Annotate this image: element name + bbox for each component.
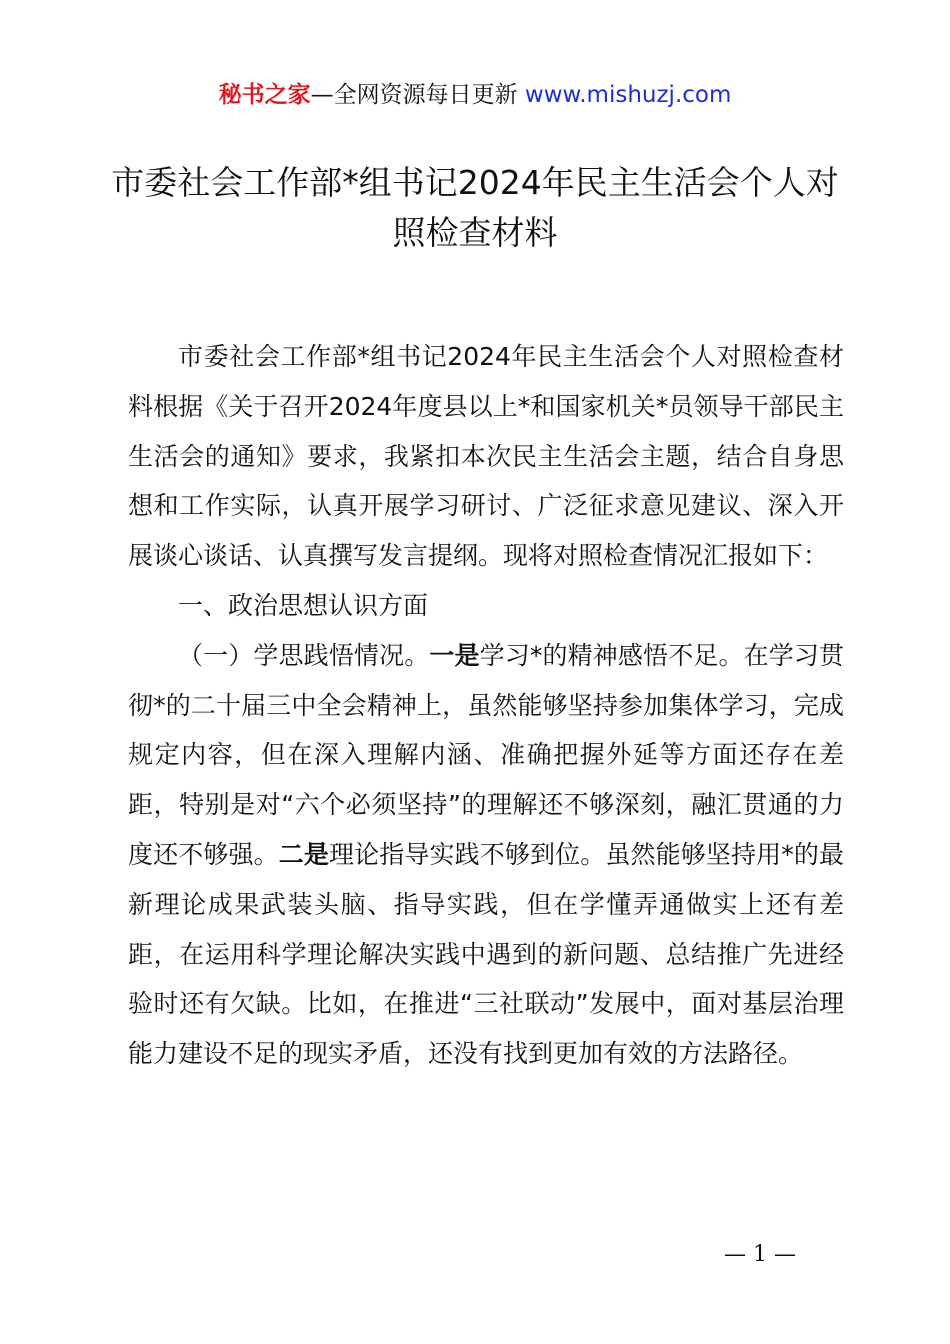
intro-paragraph: 市委社会工作部*组书记2024年民主生活会个人对照检查材料根据《关于召开2024年度县以上*和国家机关*员领导干部民主生活会的通知》要求，我紧扣本次民主生活会主题，结合自身思想和工作实际，认真开展学习研讨、广泛征求意见建议、深入开展谈心谈话、认真撰写发言提纲。现将对照检查情况汇报如下： <box>128 342 844 571</box>
document-title: 市委社会工作部*组书记2024年民主生活会个人对照检查材料 <box>111 163 839 252</box>
point-1-label: 一是 <box>429 640 480 670</box>
site-tagline: —全网资源每日更新 <box>310 82 525 108</box>
site-header <box>0 78 950 112</box>
point-1-text: 学习*的精神感悟不足。在学习贯彻*的二十届三中全会精神上，虽然能够坚持参加集体学习，完成规定内容，但在深入理解内涵、准确把握外延等方面还存在差距，特别是对“六个必须坚持”的理解还不够深刻，融汇贯通的力度还不够强。 <box>128 640 844 869</box>
page-number: — 1 — <box>724 1242 796 1267</box>
site-name: 秘书之家 <box>218 82 311 108</box>
point-2-label: 二是 <box>278 839 329 869</box>
subsection-lead: （一）学思践悟情况。 <box>178 640 430 670</box>
point-2-text: 理论指导实践不够到位。虽然能够坚持用*的最新理论成果武装头脑、指导实践，但在学懂弄通做实上还有差距，在运用科学理论解决实践中遇到的新问题、总结推广先进经验时还有欠缺。比如，在推进“三社联动”发展中，面对基层治理能力建设不足的现实矛盾，还没有找到更加有效的方法路径。 <box>128 839 844 1069</box>
section-heading: 一、政治思想认识方面 <box>178 590 429 620</box>
document-body <box>128 332 844 1079</box>
site-url-link[interactable]: www.mishuzj.com <box>524 82 732 108</box>
subsection-paragraph <box>128 631 844 1079</box>
